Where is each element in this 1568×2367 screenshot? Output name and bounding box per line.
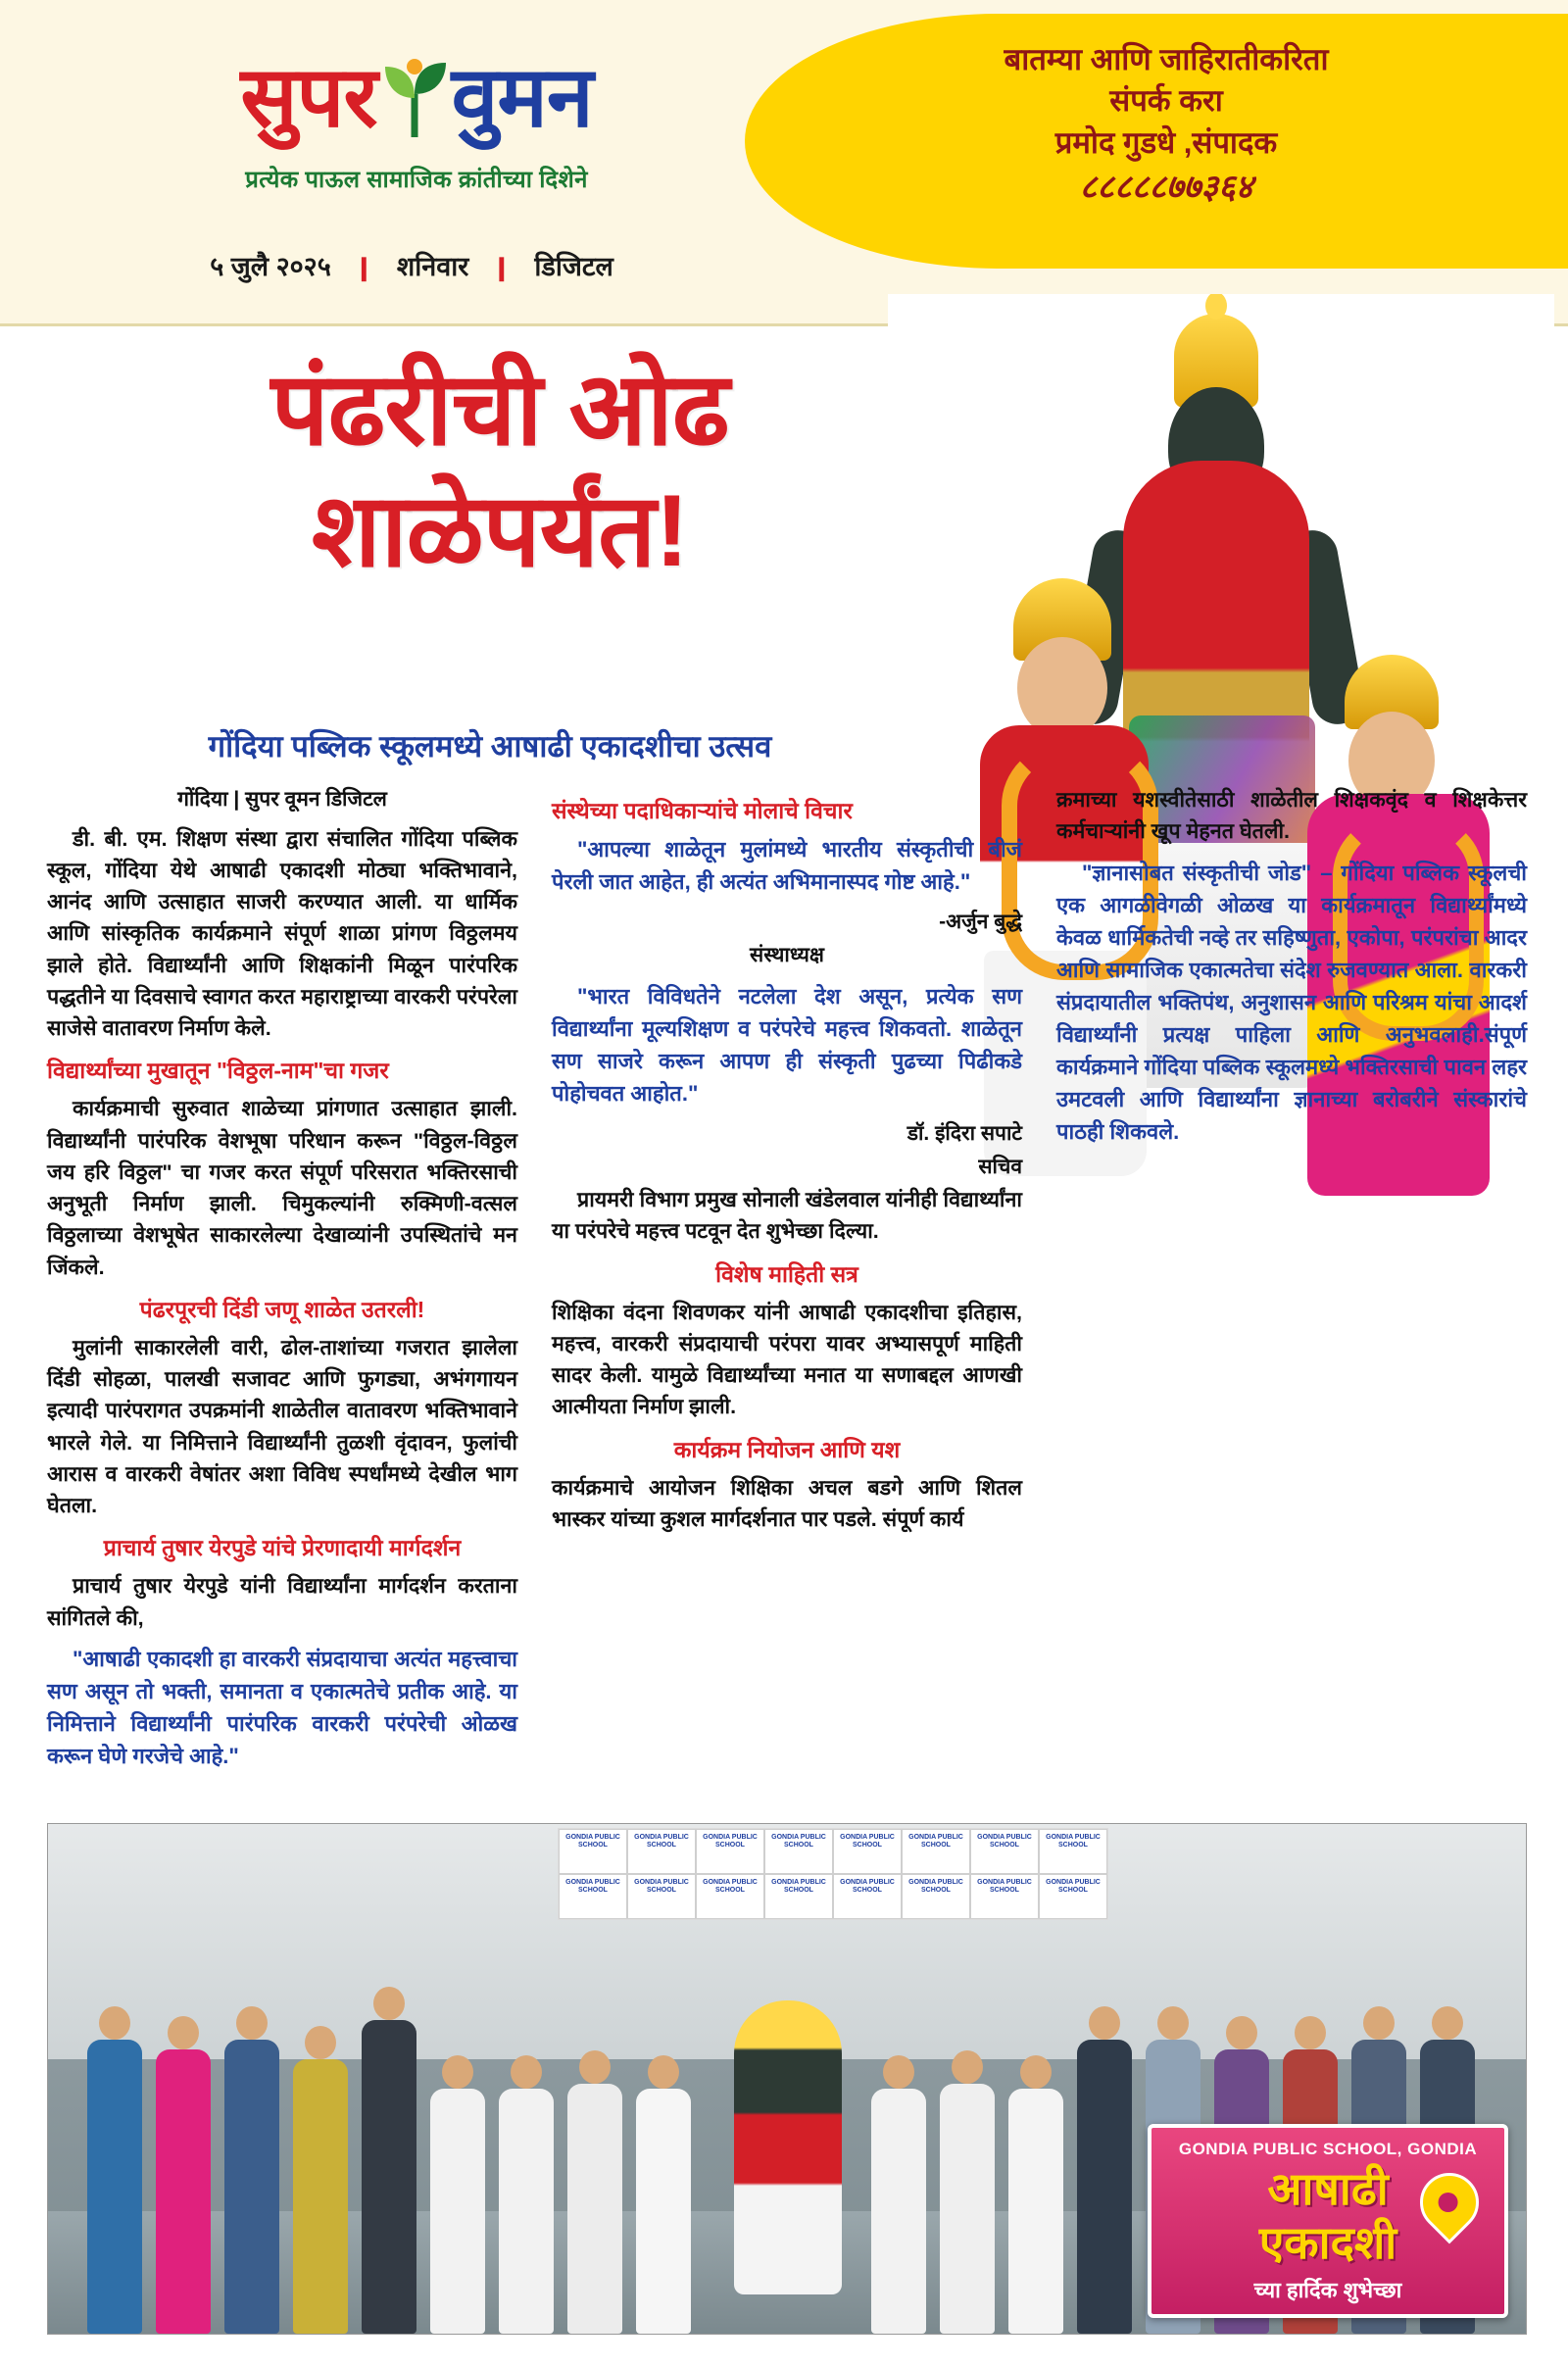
logo-tagline: प्रत्येक पाऊल सामाजिक क्रांतीच्या दिशेने xyxy=(245,167,588,193)
paragraph: प्राचार्य तुषार येरपुडे यांनी विद्यार्थ्यांना मार्गदर्शन करताना सांगितले की, xyxy=(47,1574,517,1630)
backdrop-logo-cell: GONDIA PUBLIC SCHOOL xyxy=(970,1874,1039,1919)
person-head xyxy=(442,2055,473,2089)
contact-phone: ८८८८८७७३६४ xyxy=(1079,168,1253,206)
student-head xyxy=(1017,637,1107,739)
section-heading: संस्थेच्या पदाधिकाऱ्यांचे मोलाचे विचार xyxy=(552,798,853,823)
quote-attribution-name: डॉ. इंदिरा सपाटे xyxy=(906,1122,1022,1146)
quote-attribution-name: -अर्जुन बुद्धे xyxy=(939,911,1022,934)
person xyxy=(1008,2089,1063,2334)
date-bar xyxy=(118,247,706,283)
issue-edition: डिजिटल xyxy=(534,252,613,281)
backdrop-logo-cell: GONDIA PUBLIC SCHOOL xyxy=(902,1874,970,1919)
person xyxy=(871,2089,926,2334)
person-head xyxy=(1089,2006,1120,2040)
masthead xyxy=(0,0,1568,326)
person-head xyxy=(1363,2006,1395,2040)
article-column-2 xyxy=(552,784,1022,1544)
backdrop-logo-cell: GONDIA PUBLIC SCHOOL xyxy=(696,1874,764,1919)
person-head xyxy=(99,2006,130,2040)
backdrop-logo-cell: GONDIA PUBLIC SCHOOL xyxy=(1039,1829,1107,1874)
contact-line-1: बातम्या आणि जाहिरातीकरिता xyxy=(1004,42,1329,76)
person-head xyxy=(511,2055,542,2089)
person-head xyxy=(1432,2006,1463,2040)
separator-icon: ❙ xyxy=(491,255,512,281)
paragraph: मुलांनी साकारलेली वारी, ढोल-ताशांच्या गजरात झालेला दिंडी सोहळा, पालखी सजावट आणि फुगड्या, अभंगगायन इत्यादी पारंपरागत उपक्रमांनी शाळेतील वातावरण भक्तिभावाने भारले गेले. या निमित्ताने विद्यार्थ्यांनी तुळशी वृंदावन, फुलांची आरास व वारकरी वेषांतर अशा विविध स्पर्धांमध्ये देखील भाग घेतला. xyxy=(47,1335,517,1518)
person xyxy=(636,2089,691,2334)
section-heading: विशेष माहिती सत्र xyxy=(715,1260,858,1287)
article-column-1 xyxy=(47,784,517,1781)
pull-quote: "आपल्या शाळेतून मुलांमध्ये भारतीय संस्कृतीची बीजं पेरली जात आहेत, ही अत्यंत अभिमानास्पद गोष्ट आहे." xyxy=(552,837,1022,895)
publication-logo xyxy=(113,50,720,195)
person xyxy=(430,2089,485,2334)
person-head xyxy=(579,2050,611,2084)
logo-word-super: सुपर xyxy=(240,50,377,145)
school-backdrop-banner xyxy=(558,1828,1108,1920)
masthead-left xyxy=(0,0,764,323)
person-head xyxy=(1020,2055,1052,2089)
paragraph: कार्यक्रमाची सुरुवात शाळेच्या प्रांगणात उत्साहात झाली. विद्यार्थ्यांनी पारंपरिक वेशभूषा परिधान करून "विठ्ठल-विठ्ठल जय हरि विठ्ठल" चा गजर करत संपूर्ण परिसरात भक्तिरसाची अनुभूती निर्माण झाली. चिमुकल्यांनी रुक्मिणी-वत्सल विठ्ठलाच्या वेशभूषेत साकारलेल्या देखाव्यांनी उपस्थितांचे मन जिंकले. xyxy=(47,1097,517,1279)
article-subhead: गोंदिया पब्लिक स्कूलमध्ये आषाढी एकादशीचा उत्सव xyxy=(208,729,772,764)
quote-attribution-role: सचिव xyxy=(978,1155,1022,1178)
section-heading: पंढरपूरची दिंडी जणू शाळेत उतरली! xyxy=(139,1296,425,1322)
badge-title-line-2: एकादशी xyxy=(1258,2216,1397,2268)
student-deity-center xyxy=(734,2000,842,2294)
person-head xyxy=(883,2055,914,2089)
headline-line-2: शाळेपर्यंत! xyxy=(311,474,688,589)
backdrop-logo-cell: GONDIA PUBLIC SCHOOL xyxy=(627,1874,696,1919)
byline: गोंदिया | सुपर वूमन डिजिटल xyxy=(177,788,387,811)
person-head xyxy=(648,2055,679,2089)
paragraph: कार्यक्रमाचे आयोजन शिक्षिका अचल बडगे आणि शितल भास्कर यांच्या कुशल मार्गदर्शनात पार पडले. संपूर्ण कार्य xyxy=(552,1475,1022,1531)
person-head xyxy=(1295,2016,1326,2049)
masthead-right xyxy=(706,0,1568,294)
article-column-3 xyxy=(1056,784,1527,1157)
paragraph: डी. बी. एम. शिक्षण संस्था द्वारा संचालित गोंदिया पब्लिक स्कूल, गोंदिया येथे आषाढी एकादशी मोठ्या भक्तिभावाने, आनंद आणि उत्साहात साजरी करण्यात आली. या धार्मिक आणि सांस्कृतिक कार्यक्रमाने संपूर्ण शाळा प्रांगण विठ्ठलमय झाले होते. विद्यार्थ्यांनी आणि शिक्षकांनी मिळून पारंपरिक पद्धतीने या दिवसाचे स्वागत करत महाराष्ट्राच्या वारकरी परंपरेला साजेसे वातावरण निर्माण केले. xyxy=(47,826,517,1040)
paragraph: शिक्षिका वंदना शिवणकर यांनी आषाढी एकादशीचा इतिहास, महत्त्व, वारकरी संप्रदायाची परंपरा यावर अभ्यासपूर्ण माहिती सादर केली. यामुळे विद्यार्थ्यांच्या मनात या सणाबद्दल आणखी आत्मीयता निर्माण झाली. xyxy=(552,1300,1022,1419)
badge-title-line-1: आषाढी xyxy=(1267,2163,1389,2214)
pull-quote: "आषाढी एकादशी हा वारकरी संप्रदायाचा अत्यंत महत्त्वाचा सण असून तो भक्ती, समानता व एकात्मतेचे प्रतीक आहे. या निमित्ताने विद्यार्थ्यांनी पारंपरिक वारकरी परंपरेची ओळख करून घेणे गरजेचे आहे." xyxy=(47,1646,517,1768)
person xyxy=(87,2040,142,2334)
backdrop-logo-cell: GONDIA PUBLIC SCHOOL xyxy=(970,1829,1039,1874)
pull-quote: "भारत विविधतेने नटलेला देश असून, प्रत्येक सण विद्यार्थ्यांना मूल्यशिक्षण व परंपरेचे महत्त्व शिकवतो. शाळेतून सण साजरे करून आपण ही संस्कृती पुढच्या पिढीकडे पोहोचवत आहोत." xyxy=(552,984,1022,1107)
quote-attribution-role: संस्थाध्यक्ष xyxy=(750,943,824,966)
issue-date: ५ जुलै २०२५ xyxy=(210,252,331,281)
backdrop-logo-cell: GONDIA PUBLIC SCHOOL xyxy=(696,1829,764,1874)
logo-word-vuman: वुमन xyxy=(451,50,593,145)
plant-icon xyxy=(377,55,452,153)
backdrop-logo-cell: GONDIA PUBLIC SCHOOL xyxy=(559,1829,627,1874)
person-head xyxy=(236,2006,268,2040)
festival-greeting-badge xyxy=(1148,2124,1508,2318)
headline xyxy=(69,353,931,589)
backdrop-logo-cell: GONDIA PUBLIC SCHOOL xyxy=(627,1829,696,1874)
section-heading: प्राचार्य तुषार येरपुडे यांचे प्रेरणादायी मार्गदर्शन xyxy=(103,1535,462,1561)
group-photo xyxy=(47,1823,1527,2335)
badge-school-name: GONDIA PUBLIC SCHOOL, GONDIA xyxy=(1178,2140,1478,2158)
backdrop-logo-cell: GONDIA PUBLIC SCHOOL xyxy=(902,1829,970,1874)
backdrop-logo-cell: GONDIA PUBLIC SCHOOL xyxy=(833,1829,902,1874)
backdrop-logo-cell: GONDIA PUBLIC SCHOOL xyxy=(559,1874,627,1919)
person-head xyxy=(305,2026,336,2059)
person-head xyxy=(952,2050,983,2084)
backdrop-logo-cell: GONDIA PUBLIC SCHOOL xyxy=(833,1874,902,1919)
badge-greeting: च्या हार्दिक शुभेच्छा xyxy=(1253,2277,1402,2302)
issue-day: शनिवार xyxy=(396,252,469,281)
person xyxy=(293,2059,348,2334)
contact-block xyxy=(823,39,1509,210)
person xyxy=(224,2040,279,2334)
paragraph: प्रायमरी विभाग प्रमुख सोनाली खंडेलवाल यांनीही विद्यार्थ्यांना या परंपरेचे महत्त्व पटवून देत शुभेच्छा दिल्या. xyxy=(552,1188,1022,1244)
backdrop-logo-cell: GONDIA PUBLIC SCHOOL xyxy=(764,1874,833,1919)
contact-editor: प्रमोद गुडधे ,संपादक xyxy=(1054,125,1278,161)
person-head xyxy=(373,1987,405,2020)
separator-icon: ❙ xyxy=(354,255,374,281)
person xyxy=(940,2084,995,2334)
backdrop-logo-cell: GONDIA PUBLIC SCHOOL xyxy=(764,1829,833,1874)
person xyxy=(567,2084,622,2334)
person xyxy=(499,2089,554,2334)
person xyxy=(1077,2040,1132,2334)
person xyxy=(362,2020,416,2334)
section-heading: कार्यक्रम नियोजन आणि यश xyxy=(673,1436,901,1462)
person-head xyxy=(1157,2006,1189,2040)
closing-paragraph: "ज्ञानासोबत संस्कृतीची जोड" – गोंदिया पब्लिक स्कूलची एक आगळीवेगळी ओळख या कार्यक्रमातून विद्यार्थ्यांमध्ये केवळ धार्मिकतेची नव्हे तर सहिष्णुता, एकोपा, परंपरांचा आदर आणि सामाजिक एकात्मतेचा संदेश रुजवण्यात आला. वारकरी संप्रदायातील भक्तिपंथ, अनुशासन आणि परिश्रम यांचा आदर्श विद्यार्थ्यांनी प्रत्यक्ष पाहिला आणि अनुभवलाही.संपूर्ण कार्यक्रमाने गोंदिया पब्लिक स्कूलमध्ये भक्तिरसाची पावन लहर उमटवली आणि विद्यार्थ्यांना ज्ञानाच्या बरोबरीने संस्कारांचे पाठही शिकवले. xyxy=(1056,860,1527,1144)
headline-line-1: पंढरीची ओढ xyxy=(270,353,729,467)
paragraph: क्रमाच्या यशस्वीतेसाठी शाळेतील शिक्षकवृंद व शिक्षकेत्तर कर्मचाऱ्यांनी खूप मेहनत घेतली. xyxy=(1056,788,1527,844)
logo-wordmark xyxy=(113,50,720,153)
contact-line-2: संपर्क करा xyxy=(1109,82,1223,118)
section-heading: विद्यार्थ्यांच्या मुखातून "विठ्ठल-नाम"चा गजर xyxy=(47,1058,389,1084)
backdrop-logo-cell: GONDIA PUBLIC SCHOOL xyxy=(1039,1874,1107,1919)
person-head xyxy=(168,2016,199,2049)
person-head xyxy=(1226,2016,1257,2049)
person xyxy=(156,2049,211,2334)
